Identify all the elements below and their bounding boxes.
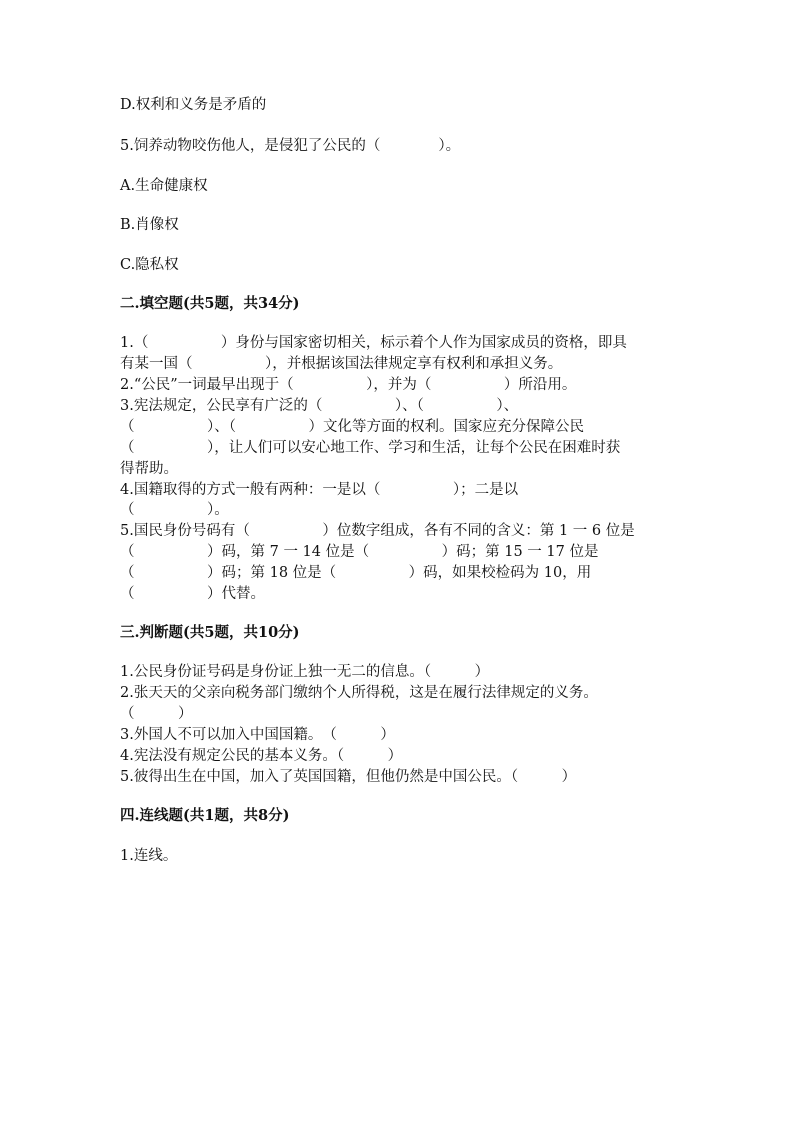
fill-line: 1.（ ）身份与国家密切相关，标示着个人作为国家成员的资格，即具 [120,335,627,351]
q5-option-b: B.肖像权 [120,217,179,233]
judge-line: 5.彼得出生在中国，加入了英国国籍，但他仍然是中国公民。（ ） [120,769,577,785]
fill-line: （ ）代替。 [120,586,265,602]
section2-title: 二.填空题(共5题，共34分) [120,295,300,312]
fill-line: （ ）码，第 7 一 14 位是（ ）码；第 15 一 17 位是 [120,544,599,560]
section4-title: 四.连线题(共1题，共8分) [120,807,290,824]
fill-line: （ ）码；第 18 位是（ ）码，如果校检码为 10，用 [120,565,592,581]
section3-title: 三.判断题(共5题，共10分) [120,624,300,641]
fill-line: 2.“公民”一词最早出现于（ ），并为（ ）所沿用。 [120,377,577,393]
q4-option-d: D.权利和义务是矛盾的 [120,97,267,113]
q5-option-a: A.生命健康权 [120,178,208,194]
judge-line: （ ） [120,706,193,722]
judge-line: 2.张天天的父亲向税务部门缴纳个人所得税，这是在履行法律规定的义务。 [120,685,598,701]
fill-line: 有某一国（ ），并根据该国法律规定享有权利和承担义务。 [120,356,563,372]
fill-line: （ ），让人们可以安心地工作、学习和生活，让每个公民在困难时获 [120,440,621,456]
fill-line: 4.国籍取得的方式一般有两种：一是以（ ）；二是以 [120,482,519,498]
fill-line: 5.国民身份号码有（ ）位数字组成，各有不同的含义：第 1 一 6 位是 [120,523,635,539]
fill-line: 得帮助。 [120,461,178,477]
judge-line: 1.公民身份证号码是身份证上独一无二的信息。（ ） [120,664,490,680]
fill-line: （ ）、（ ）文化等方面的权利。国家应充分保障公民 [120,419,584,435]
judge-line: 3.外国人不可以加入中国国籍。 （ ） [120,727,395,743]
fill-line: （ ）。 [120,502,229,518]
judge-line: 4.宪法没有规定公民的基本义务。（ ） [120,748,403,764]
match-line: 1.连线。 [120,848,178,864]
q5-stem: 5.饲养动物咬伤他人，是侵犯了公民的（ ）。 [120,138,461,154]
q5-option-c: C.隐私权 [120,257,179,273]
fill-line: 3.宪法规定，公民享有广泛的（ ）、（ ）、 [120,398,519,414]
